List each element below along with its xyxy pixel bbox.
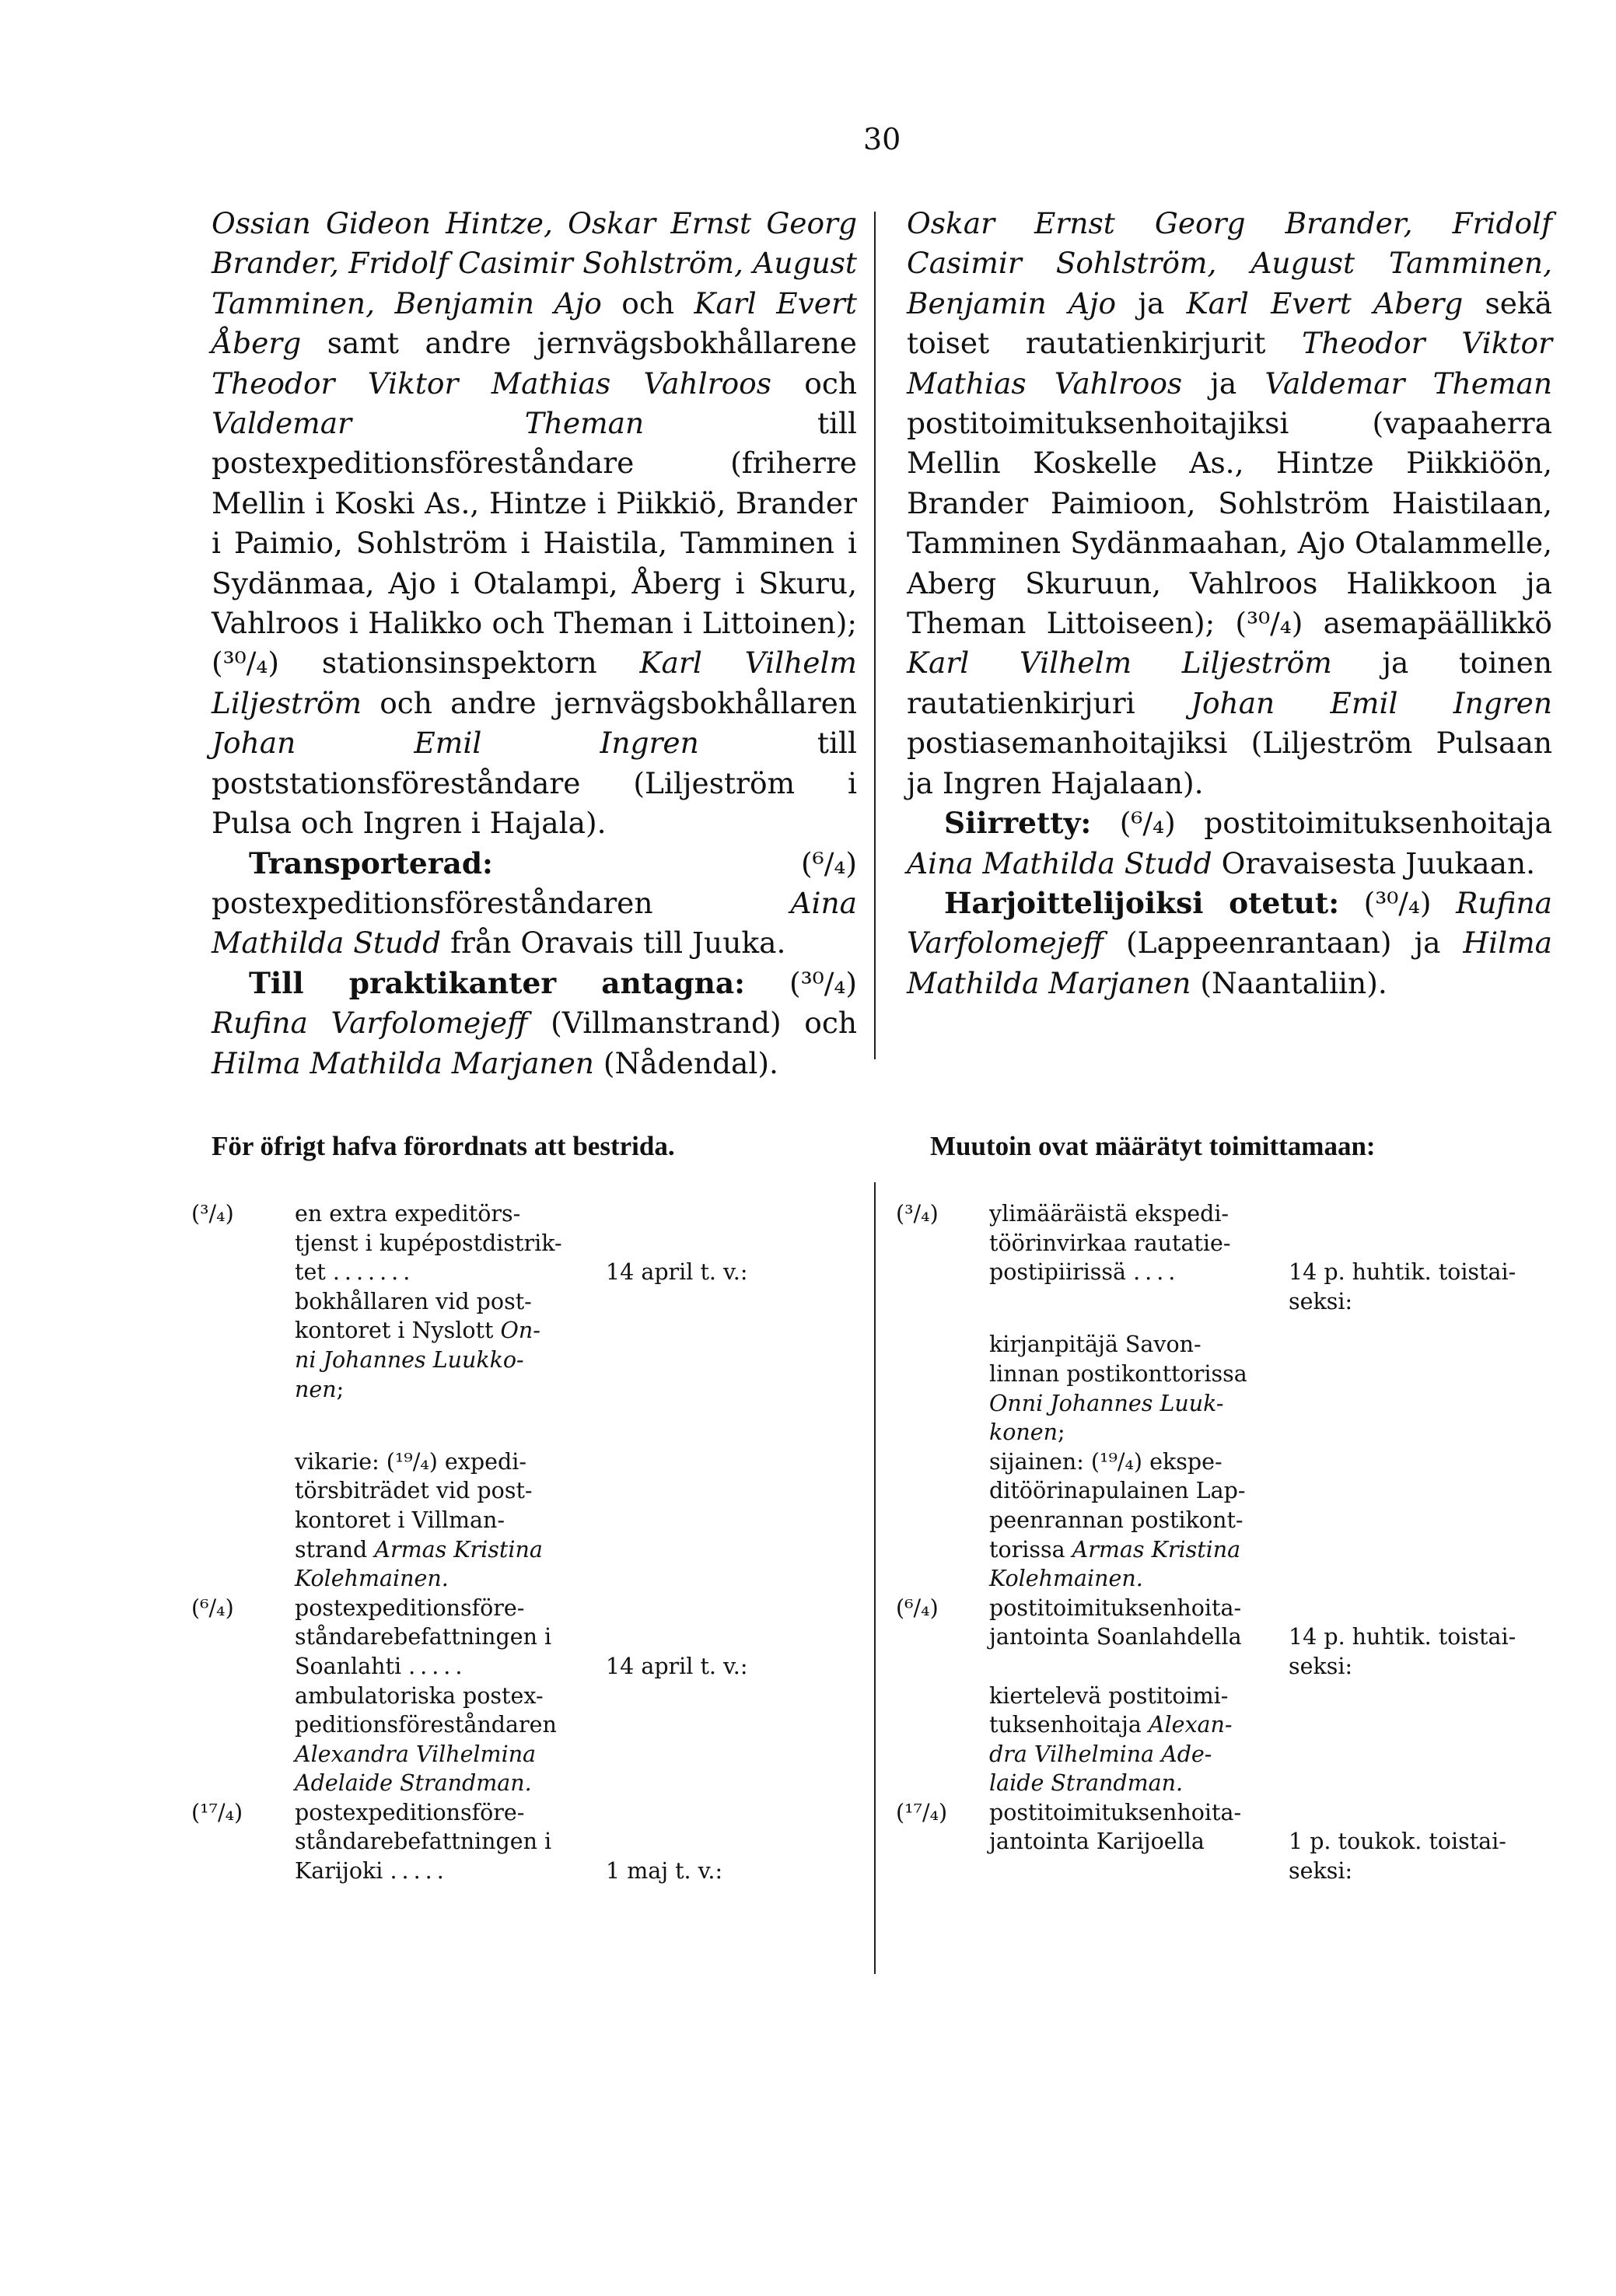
italic-name: Aina Mathilda Studd bbox=[907, 845, 1212, 880]
entry-line-text: strand bbox=[295, 1536, 375, 1563]
entry-line-text: jantointa Soanlahdella bbox=[989, 1624, 1242, 1650]
entry-line: vikarie: (¹⁹/₄) expedi- bbox=[295, 1448, 526, 1475]
entry-line-text: ; bbox=[336, 1376, 345, 1402]
entry-name: Alexandra Vilhelmina bbox=[295, 1741, 537, 1767]
italic-name: Karl Evert Åberg bbox=[212, 285, 857, 361]
entry-line-text: postipiirissä bbox=[989, 1259, 1127, 1286]
column-divider-top bbox=[874, 212, 876, 1059]
entry-term: 14 p. huhtik. toistai- bbox=[1289, 1259, 1516, 1286]
section-heading-left: För öfrigt hafva förordnats att bestrida. bbox=[212, 1131, 675, 1161]
entry-line: sijainen: (¹⁹/₄) ekspe- bbox=[989, 1448, 1222, 1475]
entry-line bbox=[295, 1316, 575, 1346]
entry-line bbox=[989, 1827, 1506, 1857]
entry-line: en extra expeditörs- bbox=[295, 1201, 521, 1227]
text-run: (Naantaliin). bbox=[1191, 965, 1387, 1000]
entry-line bbox=[989, 1258, 1516, 1287]
entry-line: kirjanpitäjä Savon- bbox=[989, 1332, 1202, 1358]
italic-name: Karl Evert Aberg bbox=[1186, 285, 1464, 320]
text-run: sekä toiset rautatienkirjurit bbox=[907, 285, 1553, 361]
left-column-text bbox=[212, 204, 857, 1083]
text-run: (³⁰/₄) bbox=[745, 965, 857, 1000]
entry-line: ambulatoriska postex- bbox=[295, 1682, 544, 1709]
text-run: Oravaisesta Juukaan. bbox=[1212, 845, 1536, 880]
entry-term: seksi: bbox=[1289, 1858, 1353, 1885]
entry-name: laide Strandman. bbox=[989, 1770, 1184, 1797]
right-p3-label: Harjoittelijoiksi otetut: bbox=[944, 885, 1340, 920]
entry-line-text: jantointa Karijoella bbox=[989, 1829, 1205, 1855]
entry-line bbox=[295, 1857, 723, 1886]
text-run: (⁶/₄) postexpeditionsföreståndaren bbox=[212, 845, 857, 920]
entry-line: postitoimituksenhoita- bbox=[989, 1799, 1242, 1825]
entry-line: postexpeditionsföre- bbox=[295, 1594, 525, 1621]
entry-name: On- bbox=[500, 1318, 540, 1344]
leader-dots: ....... bbox=[332, 1259, 415, 1286]
entry-line: postitoimituksenhoita- bbox=[989, 1594, 1242, 1621]
italic-name: Johan Emil Ingren bbox=[1190, 685, 1552, 720]
column-divider-bottom bbox=[874, 1182, 876, 1974]
entry-line bbox=[989, 1287, 1353, 1317]
entry-line bbox=[989, 1652, 1353, 1682]
right-paragraph-2 bbox=[907, 803, 1552, 884]
italic-name: Hilma Mathilda Marjanen bbox=[212, 1045, 594, 1080]
entry-term: 14 april t. v.: bbox=[606, 1259, 748, 1286]
entry-line: peenrannan postikont- bbox=[989, 1507, 1243, 1533]
entry-term: seksi: bbox=[1289, 1653, 1353, 1679]
entry-line: ylimääräistä ekspedi- bbox=[989, 1201, 1229, 1227]
entry-line bbox=[295, 1258, 748, 1287]
right-entry-2 bbox=[896, 1594, 1580, 1798]
text-run: från Oravais till Juuka. bbox=[441, 926, 786, 961]
entry-name: Kolehmainen. bbox=[295, 1566, 449, 1592]
section-heading-right: Muutoin ovat määrätyt toimittamaan: bbox=[930, 1131, 1376, 1161]
left-entry-1 bbox=[191, 1199, 860, 1594]
left-paragraph-3 bbox=[212, 964, 857, 1083]
italic-name: Theodor Viktor Mathias Vahlroos bbox=[907, 326, 1552, 401]
entry-line bbox=[295, 1375, 575, 1405]
italic-name: Rufina Varfolomejeff bbox=[907, 885, 1552, 961]
entry-line: bokhållaren vid post- bbox=[295, 1288, 532, 1314]
entry-line-text: tuksenhoitaja bbox=[989, 1712, 1149, 1738]
leader-dots: .... bbox=[1133, 1259, 1181, 1286]
entry-line: törsbiträdet vid post- bbox=[295, 1478, 533, 1504]
text-run: och bbox=[771, 366, 857, 401]
entry-line bbox=[989, 1740, 1265, 1769]
entry-date: (³/₄) bbox=[191, 1201, 234, 1227]
text-run: (³⁰/₄) bbox=[1339, 885, 1457, 920]
text-run: ja bbox=[1182, 366, 1265, 401]
entry-line: ditöörinapulainen Lap- bbox=[989, 1478, 1246, 1504]
entry-line: ståndarebefattningen i bbox=[295, 1829, 552, 1855]
entry-line bbox=[295, 1535, 575, 1565]
entry-term: 14 p. huhtik. toistai- bbox=[1289, 1624, 1516, 1650]
entry-term: 14 april t. v.: bbox=[606, 1653, 748, 1679]
entry-name: Onni Johannes Luuk- bbox=[989, 1390, 1224, 1416]
right-paragraph-3 bbox=[907, 884, 1552, 1003]
entry-name: ni Johannes Luukko- bbox=[295, 1346, 524, 1373]
entry-name: Adelaide Strandman. bbox=[295, 1770, 532, 1797]
entry-line bbox=[989, 1535, 1265, 1565]
right-entry-1 bbox=[896, 1199, 1580, 1594]
right-entries bbox=[896, 1199, 1580, 1886]
left-p2-label: Transporterad: bbox=[249, 845, 493, 880]
entry-name: Armas Kristina bbox=[1072, 1536, 1241, 1563]
left-paragraph-1 bbox=[212, 204, 857, 844]
entry-line: peditionsföreståndaren bbox=[295, 1712, 557, 1738]
text-run: ja bbox=[1116, 285, 1187, 320]
right-paragraph-1 bbox=[907, 204, 1552, 803]
text-run: postitoimituksenhoitajiksi (vapaaherra Mellin Koskelle As., Hintze Piikkiöön, Brander Paimioon, Sohlström Haistilaan, Tamminen Sydänmaahan, Ajo Otalammelle, Aberg Skuruun, Vahlroos Halikkoon ja Theman Littoiseen); (³⁰/₄) asemapäällikkö bbox=[907, 406, 1552, 641]
entry-name: dra Vilhelmina Ade- bbox=[989, 1741, 1212, 1767]
text-run: och bbox=[601, 285, 694, 320]
entry-line bbox=[989, 1769, 1265, 1798]
entry-line: kontoret i Villman- bbox=[295, 1507, 505, 1533]
page-number: 30 bbox=[863, 122, 901, 156]
italic-name: Karl Vilhelm Liljeström bbox=[907, 646, 1332, 681]
right-p2-label: Siirretty: bbox=[944, 806, 1092, 841]
italic-name: Johan Emil Ingren bbox=[212, 726, 699, 761]
leader-dots: ..... bbox=[408, 1653, 467, 1679]
entry-line: kiertelevä postitoimi- bbox=[989, 1682, 1229, 1709]
entry-date: (¹⁷/₄) bbox=[896, 1799, 948, 1825]
italic-name: Valdemar Theman bbox=[212, 406, 645, 441]
entry-term: 1 maj t. v.: bbox=[606, 1858, 723, 1885]
entry-date: (¹⁷/₄) bbox=[191, 1799, 243, 1825]
text-run: (Lappeenrantaan) ja bbox=[1104, 926, 1464, 961]
italic-name: Karl Vilhelm Liljeström bbox=[212, 646, 857, 720]
entry-name: Armas Kristina bbox=[374, 1536, 543, 1563]
entry-line bbox=[295, 1564, 575, 1594]
entry-line bbox=[989, 1418, 1265, 1447]
text-run: (Villmanstrand) och bbox=[527, 1006, 857, 1041]
entry-line-text: ; bbox=[1058, 1419, 1065, 1446]
entry-date: (⁶/₄) bbox=[191, 1594, 234, 1621]
text-run: och andre jernvägsbokhållaren bbox=[362, 685, 857, 720]
entry-line bbox=[989, 1622, 1516, 1652]
entry-line-text: Karijoki bbox=[295, 1858, 383, 1885]
entry-line bbox=[989, 1564, 1265, 1594]
entry-term: 1 p. toukok. toistai- bbox=[1289, 1829, 1506, 1855]
entry-line bbox=[295, 1652, 748, 1682]
entry-line: postexpeditionsföre- bbox=[295, 1799, 525, 1825]
text-run: (⁶/₄) postitoimituksenhoitaja bbox=[1091, 806, 1552, 841]
italic-name: Aina Mathilda Studd bbox=[212, 885, 857, 961]
text-run: postiasemanhoitajiksi (Liljeström Pulsaan ja Ingren Hajalaan). bbox=[907, 726, 1552, 800]
entry-line-text: tet bbox=[295, 1259, 326, 1286]
italic-name: Ossian Gideon Hintze, Oskar Ernst Georg Brander, Fridolf Casimir Sohlström, August Tamminen, Benjamin Ajo bbox=[212, 206, 857, 320]
entry-line: tjenst i kupépostdistrik- bbox=[295, 1230, 562, 1256]
entry-line-text: kontoret i Nyslott bbox=[295, 1318, 501, 1344]
left-paragraph-2 bbox=[212, 844, 857, 964]
text-run: till postexpeditionsföreståndare (friherre Mellin i Koski As., Hintze i Piikkiö, Brander i Paimio, Sohlström i Haistila, Tamminen i Sydänmaa, Ajo i Otalampi, Åberg i Skuru, Vahlroos i Halikko och Theman i Littoinen); (³⁰/₄) stationsinspektorn bbox=[212, 406, 857, 681]
entry-date: (³/₄) bbox=[896, 1201, 939, 1227]
entry-line: töörinvirkaa rautatie- bbox=[989, 1230, 1231, 1256]
entry-line: ståndarebefattningen i bbox=[295, 1624, 552, 1650]
italic-name: Valdemar Theman bbox=[1264, 366, 1553, 401]
entry-name: konen bbox=[989, 1419, 1058, 1446]
text-run: ja toinen rautatienkirjuri bbox=[907, 646, 1552, 720]
entry-name: Alexan- bbox=[1148, 1712, 1233, 1738]
text-run: till poststationsföreståndare (Liljeström i Pulsa och Ingren i Hajala). bbox=[212, 726, 857, 841]
entry-line-text: torissa bbox=[989, 1536, 1072, 1563]
entry-name: Kolehmainen. bbox=[989, 1566, 1143, 1592]
italic-name: Oskar Ernst Georg Brander, Fridolf Casimir Sohlström, August Tamminen, Benjamin Ajo bbox=[907, 206, 1552, 320]
entry-term: seksi: bbox=[1289, 1288, 1353, 1314]
entry-line: linnan postikonttorissa bbox=[989, 1360, 1247, 1387]
leader-dots: ..... bbox=[390, 1858, 449, 1885]
entry-line bbox=[989, 1857, 1353, 1886]
entry-line bbox=[295, 1740, 575, 1769]
text-run: (Nådendal). bbox=[593, 1045, 778, 1080]
entry-line bbox=[989, 1389, 1265, 1419]
entry-line bbox=[989, 1710, 1265, 1740]
entry-line-text: Soanlahti bbox=[295, 1653, 402, 1679]
text-run: samt andre jernvägsbokhållarene bbox=[301, 326, 857, 361]
entry-name: nen bbox=[295, 1376, 337, 1402]
right-column-text bbox=[907, 204, 1552, 1003]
left-entry-3 bbox=[191, 1798, 860, 1886]
italic-name: Theodor Viktor Mathias Vahlroos bbox=[212, 366, 771, 401]
left-entries bbox=[191, 1199, 860, 1886]
entry-date: (⁶/₄) bbox=[896, 1594, 939, 1621]
italic-name: Hilma Mathilda Marjanen bbox=[907, 926, 1552, 1000]
left-p3-label: Till praktikanter antagna: bbox=[249, 965, 746, 1000]
italic-name: Rufina Varfolomejeff bbox=[212, 1006, 528, 1041]
right-entry-3 bbox=[896, 1798, 1580, 1886]
left-entry-2 bbox=[191, 1594, 860, 1798]
entry-line bbox=[295, 1346, 575, 1375]
entry-line bbox=[295, 1769, 575, 1798]
